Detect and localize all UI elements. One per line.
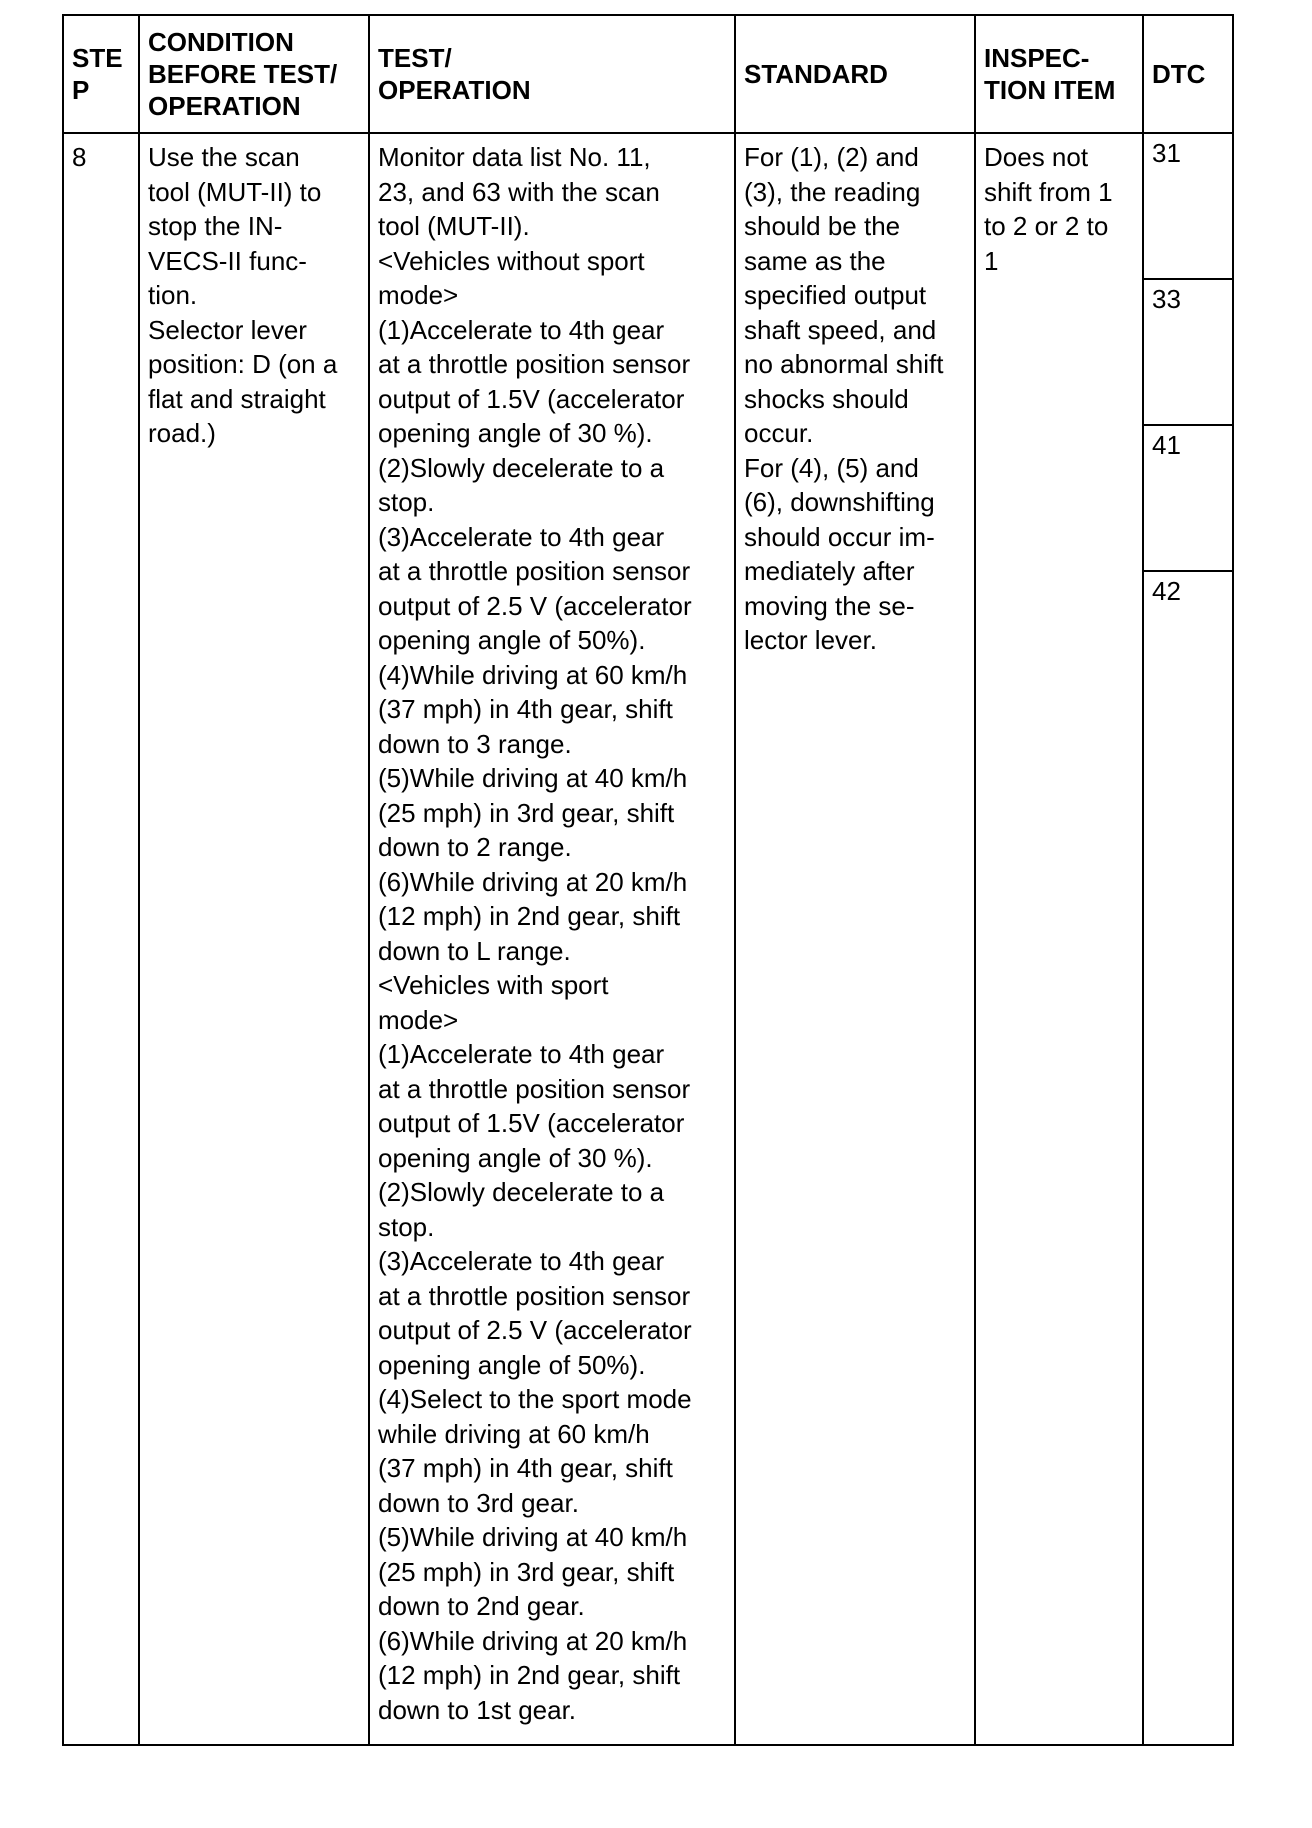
test-operation-text-line: Monitor data list No. 11, bbox=[378, 142, 651, 172]
test-operation-text-line: opening angle of 30 %). bbox=[378, 418, 653, 448]
test-operation-text-line: <Vehicles without sport bbox=[378, 245, 645, 276]
test-operation-text-line: down to 3 range. bbox=[378, 728, 572, 759]
dtc-cell bbox=[1143, 133, 1233, 1745]
condition-cell bbox=[139, 133, 369, 1745]
test-operation-text-line: (12 mph) in 2nd gear, shift bbox=[378, 1660, 681, 1690]
standard-text-line: (6), downshifting bbox=[744, 487, 935, 517]
standard-text-line: shocks should bbox=[744, 383, 909, 414]
test-operation-text-line: (37 mph) in 4th gear, shift bbox=[378, 694, 673, 724]
test-operation-text-line: down to 3rd gear. bbox=[378, 1487, 579, 1518]
test-operation-text-line: (2)Slowly decelerate to a bbox=[378, 452, 665, 483]
header-row bbox=[63, 15, 1233, 133]
header-inspection-item: INSPEC- TION ITEM bbox=[975, 15, 1143, 133]
standard-text-line: same as the bbox=[744, 245, 886, 276]
test-operation-text-line: (5)While driving at 40 km/h bbox=[378, 763, 688, 793]
inspection-text-line: Does not bbox=[984, 142, 1089, 172]
test-operation-text-line: (3)Accelerate to 4th gear bbox=[378, 1246, 665, 1276]
test-operation-text-line: down to 1st gear. bbox=[378, 1694, 577, 1725]
standard-text-line: (3), the reading bbox=[744, 176, 921, 207]
inspection-text-line: shift from 1 bbox=[984, 176, 1113, 207]
header-step: STE P bbox=[63, 15, 139, 133]
test-operation-text-line: mode> bbox=[378, 280, 459, 310]
dtc-code: 41 bbox=[1144, 426, 1232, 572]
inspection-text-line: to 2 or 2 to bbox=[984, 211, 1109, 241]
header-condition: CONDITION BEFORE TEST/ OPERATION bbox=[139, 15, 369, 133]
inspection-procedure-sheet bbox=[62, 14, 1232, 1746]
test-operation-text-line: at a throttle position sensor bbox=[378, 349, 691, 379]
test-operation-text-line: (6)While driving at 20 km/h bbox=[378, 866, 688, 897]
dtc-code: 33 bbox=[1144, 280, 1232, 426]
header-test-operation: TEST/ OPERATION bbox=[369, 15, 735, 133]
test-operation-text-line: (5)While driving at 40 km/h bbox=[378, 1522, 688, 1552]
test-operation-text-line: output of 1.5V (accelerator bbox=[378, 383, 685, 414]
test-operation-text-line: (25 mph) in 3rd gear, shift bbox=[378, 1556, 675, 1587]
standard-text-line: lector lever. bbox=[744, 625, 877, 655]
test-operation-text-line: (4)Select to the sport mode bbox=[378, 1384, 692, 1414]
dtc-code: 31 bbox=[1144, 134, 1232, 280]
inspection-table bbox=[62, 14, 1234, 1746]
inspection-text-line: 1 bbox=[984, 245, 999, 276]
test-operation-text-line: tool (MUT-II). bbox=[378, 211, 530, 241]
test-operation-text-line: (3)Accelerate to 4th gear bbox=[378, 521, 665, 552]
standard-text-line: mediately after bbox=[744, 556, 915, 586]
condition-text-line: tool (MUT-II) to bbox=[148, 176, 322, 207]
test-operation-text-line: stop. bbox=[378, 1211, 435, 1242]
step-cell: 8 bbox=[63, 133, 139, 1745]
test-operation-text-line: 23, and 63 with the scan bbox=[378, 176, 660, 207]
header-standard: STANDARD bbox=[735, 15, 975, 133]
test-operation-text-line: output of 1.5V (accelerator bbox=[378, 1108, 685, 1138]
test-operation-text-line: (4)While driving at 60 km/h bbox=[378, 659, 688, 690]
test-operation-text-line: (25 mph) in 3rd gear, shift bbox=[378, 797, 675, 828]
condition-text-line: road.) bbox=[148, 418, 216, 448]
test-operation-text-line: output of 2.5 V (accelerator bbox=[378, 1315, 692, 1345]
test-operation-text-line: (12 mph) in 2nd gear, shift bbox=[378, 901, 681, 931]
standard-text-line: shaft speed, and bbox=[744, 314, 937, 345]
standard-text-line: occur. bbox=[744, 418, 814, 448]
test-operation-text-line: opening angle of 30 %). bbox=[378, 1142, 653, 1173]
test-operation-text-line: mode> bbox=[378, 1004, 459, 1035]
table-row bbox=[63, 133, 1233, 1745]
test-operation-text-line: at a throttle position sensor bbox=[378, 1280, 691, 1311]
header-dtc: DTC bbox=[1143, 15, 1233, 133]
test-operation-text-line: <Vehicles with sport bbox=[378, 970, 609, 1000]
test-operation-text-line: down to L range. bbox=[378, 935, 571, 966]
test-operation-text-line: (1)Accelerate to 4th gear bbox=[378, 314, 665, 345]
test-operation-text-line: down to 2nd gear. bbox=[378, 1591, 585, 1621]
condition-text-line: tion. bbox=[148, 280, 198, 310]
test-operation-text-line: at a throttle position sensor bbox=[378, 1073, 691, 1104]
standard-text-line: should occur im- bbox=[744, 521, 935, 552]
test-operation-text-line: down to 2 range. bbox=[378, 832, 572, 862]
dtc-code: 42 bbox=[1152, 576, 1181, 606]
condition-text-line: stop the IN- bbox=[148, 211, 283, 241]
test-operation-text-line: (6)While driving at 20 km/h bbox=[378, 1625, 688, 1656]
standard-text-line: For (4), (5) and bbox=[744, 452, 919, 483]
standard-text-line: specified output bbox=[744, 280, 927, 310]
condition-text-line: position: D (on a bbox=[148, 349, 338, 379]
condition-text-line: Selector lever bbox=[148, 314, 307, 345]
standard-text-line: For (1), (2) and bbox=[744, 142, 919, 172]
inspection-item-cell bbox=[975, 133, 1143, 1745]
condition-text-line: VECS-II func- bbox=[148, 245, 307, 276]
test-operation-text-line: at a throttle position sensor bbox=[378, 556, 691, 586]
test-operation-text-line: (2)Slowly decelerate to a bbox=[378, 1177, 665, 1207]
standard-cell bbox=[735, 133, 975, 1745]
standard-text-line: should be the bbox=[744, 211, 901, 241]
standard-text-line: moving the se- bbox=[744, 590, 915, 621]
condition-text-line: flat and straight bbox=[148, 383, 326, 414]
test-operation-text-line: (37 mph) in 4th gear, shift bbox=[378, 1453, 673, 1483]
test-operation-text-line: opening angle of 50%). bbox=[378, 625, 646, 655]
test-operation-text-line: opening angle of 50%). bbox=[378, 1349, 646, 1380]
test-operation-text-line: stop. bbox=[378, 487, 435, 517]
test-operation-text-line: while driving at 60 km/h bbox=[378, 1418, 650, 1449]
test-operation-text-line: output of 2.5 V (accelerator bbox=[378, 590, 692, 621]
condition-text-line: Use the scan bbox=[148, 142, 300, 172]
test-operation-text-line: (1)Accelerate to 4th gear bbox=[378, 1039, 665, 1069]
test-operation-cell bbox=[369, 133, 735, 1745]
standard-text-line: no abnormal shift bbox=[744, 349, 944, 379]
